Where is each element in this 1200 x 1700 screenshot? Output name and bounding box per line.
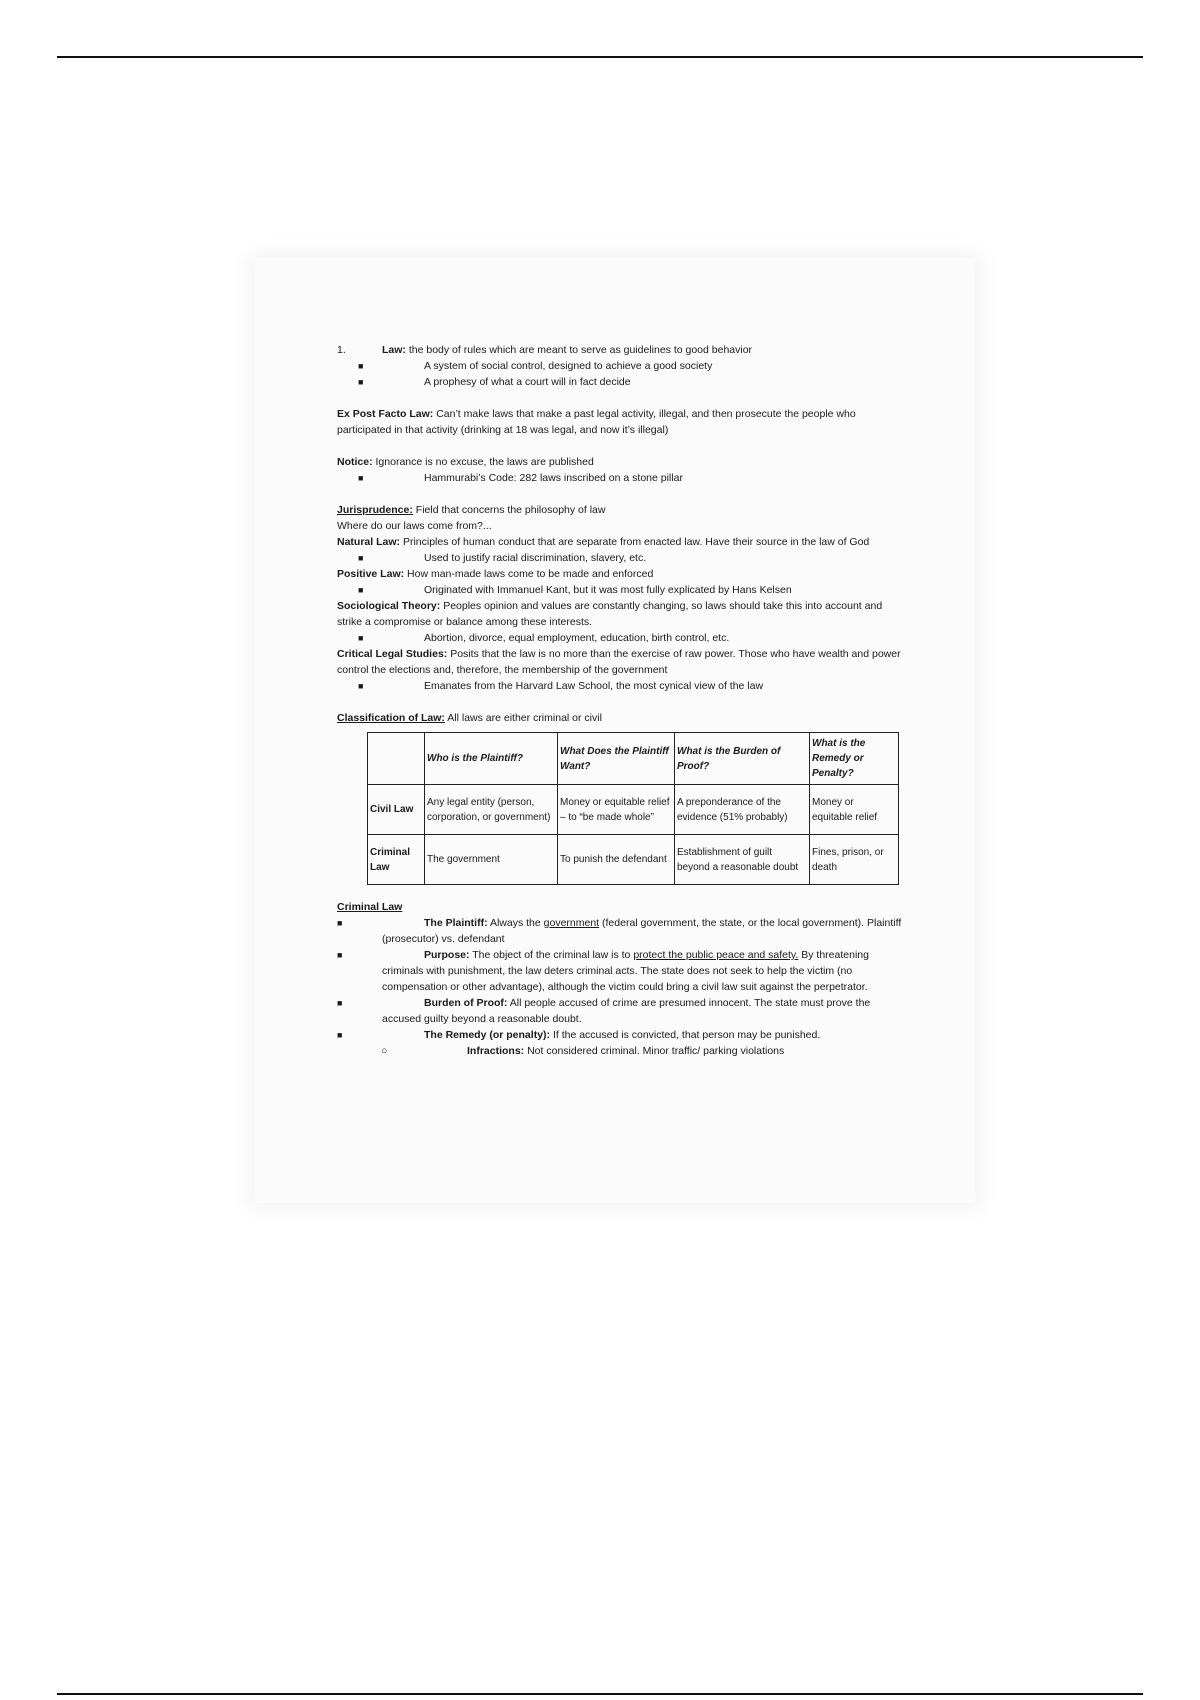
natural-law-paragraph: Natural Law: Principles of human conduct that are separate from enacted law. Have their source in the law of God [337, 536, 870, 548]
positive-law-paragraph: Positive Law: How man-made laws come to be made and enforced [337, 568, 654, 580]
table-header-cell [368, 733, 425, 785]
table-cell: Civil Law [368, 785, 425, 835]
document-body [337, 342, 903, 1059]
bullet-icon: ■ [358, 585, 364, 595]
list-item: ■ The Remedy (or penalty): If the accused is convicted, that person may be punished. [337, 1029, 821, 1041]
list-item: ■ The Plaintiff: Always the government (federal government, the state, or the local government). Plaintiff (prosecutor) vs. defendant [337, 917, 902, 945]
classification-paragraph: Classification of Law: All laws are either criminal or civil [337, 712, 602, 724]
table-cell: The government [425, 835, 558, 885]
notice-paragraph: Notice: Ignorance is no excuse, the laws are published [337, 456, 594, 468]
jurisprudence-paragraph: Jurisprudence: Field that concerns the philosophy of law [337, 504, 606, 516]
list-number: 1. [337, 344, 346, 356]
bottom-rule [57, 1693, 1143, 1695]
list-item: ○ Infractions: Not considered criminal. Minor traffic/ parking violations [381, 1045, 785, 1057]
table-header-cell: Who is the Plaintiff? [425, 733, 558, 785]
ex-post-facto-paragraph: Ex Post Facto Law: Can’t make laws that make a past legal activity, illegal, and then prosecute the people who participated in that activity (drinking at 18 was legal, and now it’s illegal) [337, 408, 856, 436]
table-cell: Fines, prison, or death [810, 835, 899, 885]
list-item: ■ Originated with Immanuel Kant, but it was most fully explicated by Hans Kelsen [358, 584, 792, 596]
bullet-icon: ■ [358, 553, 364, 563]
classification-table [367, 732, 899, 885]
list-item: ■ Burden of Proof: All people accused of crime are presumed innocent. The state must prove the accused guilty beyond a reasonable doubt. [337, 997, 871, 1025]
critical-legal-studies-paragraph: Critical Legal Studies: Posits that the law is no more than the exercise of raw power. Those who have wealth and power control the elections and, therefore, the membership of the government [337, 648, 901, 676]
list-item: ■ Abortion, divorce, equal employment, education, birth control, etc. [358, 632, 730, 644]
law-definition-text: the body of rules which are meant to serve as guidelines to good behavior [408, 344, 753, 356]
bullet-icon: ■ [337, 998, 343, 1008]
law-term: Law: [382, 344, 406, 356]
list-item: ■ Emanates from the Harvard Law School, the most cynical view of the law [358, 680, 764, 692]
bullet-icon: ■ [358, 681, 364, 691]
table-header-cell: What is the Remedy or Penalty? [810, 733, 899, 785]
bullet-icon: ■ [337, 950, 343, 960]
table-cell: Criminal Law [368, 835, 425, 885]
bullet-icon: ■ [337, 1030, 343, 1040]
table-cell: Money or equitable relief – to “be made whole” [558, 785, 675, 835]
table-row [368, 785, 899, 835]
sociological-theory-paragraph: Sociological Theory: Peoples opinion and values are constantly changing, so laws should take this into account and strike a compromise or balance among these interests. [337, 600, 883, 628]
criminal-law-heading: Criminal Law [337, 901, 403, 913]
jurisprudence-question: Where do our laws come from?... [337, 520, 492, 532]
bullet-icon: ■ [358, 473, 364, 483]
list-item: ■ A prophesy of what a court will in fact decide [358, 376, 631, 388]
bullet-icon: ■ [337, 918, 343, 928]
table-header-row [368, 733, 899, 785]
circle-bullet-icon: ○ [381, 1045, 388, 1057]
list-item: ■ A system of social control, designed to achieve a good society [358, 360, 713, 372]
bullet-icon: ■ [358, 633, 364, 643]
table-header-cell: What Does the Plaintiff Want? [558, 733, 675, 785]
list-item: ■ Hammurabi’s Code: 282 laws inscribed on a stone pillar [358, 472, 683, 484]
table-cell: Money or equitable relief [810, 785, 899, 835]
table-row [368, 835, 899, 885]
table-header-cell: What is the Burden of Proof? [675, 733, 810, 785]
table-cell: Establishment of guilt beyond a reasonable doubt [675, 835, 810, 885]
top-rule [57, 56, 1143, 58]
bullet-icon: ■ [358, 377, 364, 387]
table-cell: A preponderance of the evidence (51% probably) [675, 785, 810, 835]
list-item: ■ Used to justify racial discrimination, slavery, etc. [358, 552, 647, 564]
table-cell: To punish the defendant [558, 835, 675, 885]
table-cell: Any legal entity (person, corporation, or government) [425, 785, 558, 835]
list-item: ■ Purpose: The object of the criminal law is to protect the public peace and safety. By threatening criminals with punishment, the law deters criminal acts. The state does not seek to help the victim (no compensation or other advantage), although the victim could bring a civil law suit against the perpetrator. [337, 949, 869, 993]
law-definition [337, 342, 903, 358]
bullet-icon: ■ [358, 361, 364, 371]
